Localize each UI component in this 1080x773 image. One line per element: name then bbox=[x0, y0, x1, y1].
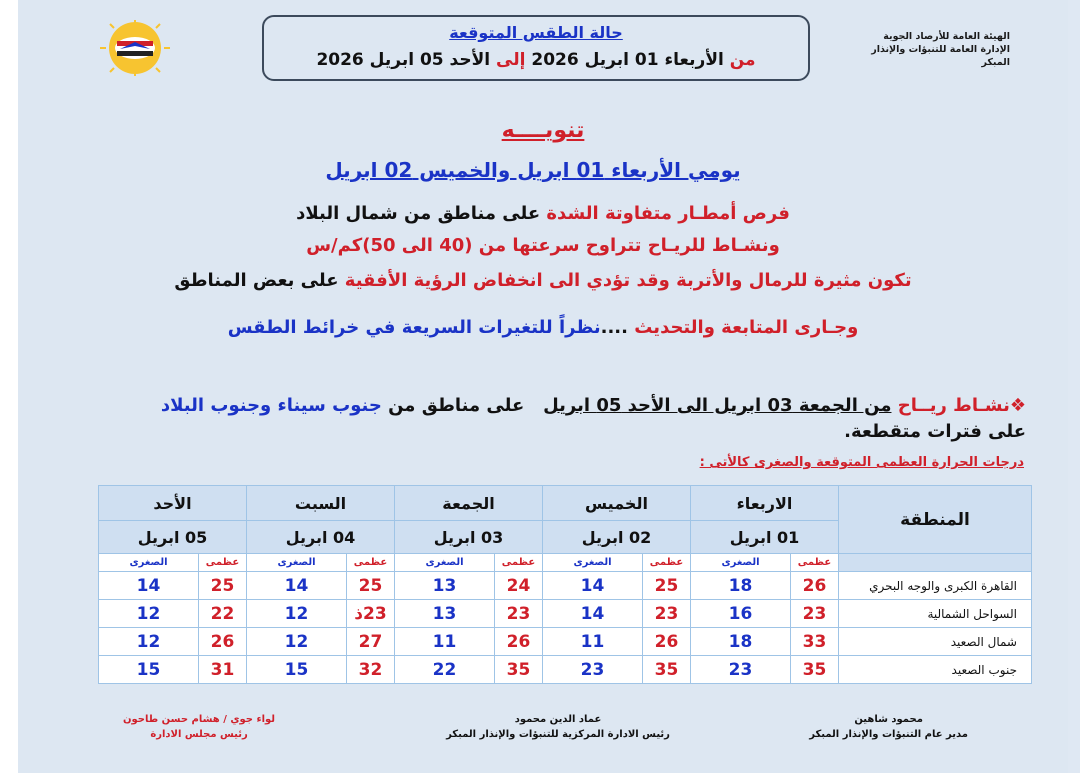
min-temp: 14 bbox=[99, 572, 199, 600]
day-header: السبت bbox=[247, 486, 395, 521]
region-name: السواحل الشمالية bbox=[839, 600, 1032, 628]
max-temp: 26 bbox=[643, 628, 691, 656]
min-label: الصغرى bbox=[99, 554, 199, 572]
min-temp: 11 bbox=[395, 628, 495, 656]
min-label: الصغرى bbox=[543, 554, 643, 572]
org-name bbox=[850, 30, 1010, 69]
max-temp: 24 bbox=[495, 572, 543, 600]
max-temp: 23 bbox=[495, 600, 543, 628]
table-row bbox=[99, 600, 1032, 628]
min-temp: 11 bbox=[543, 628, 643, 656]
wind-region: جنوب سيناء وجنوب البلاد bbox=[160, 395, 382, 416]
org-line-1: الهيئة العامة للأرصاد الجوية bbox=[883, 31, 1010, 42]
max-temp: 26 bbox=[199, 628, 247, 656]
max-temp: 35 bbox=[495, 656, 543, 684]
notice-line-4-dots: .... bbox=[600, 317, 628, 338]
min-temp: 13 bbox=[395, 600, 495, 628]
signature-title: رئيس الادارة المركزية للتنبؤات والإنذار المبكر bbox=[446, 729, 670, 740]
max-temp: 31 bbox=[199, 656, 247, 684]
table-row bbox=[99, 572, 1032, 600]
period-from: من bbox=[729, 50, 756, 70]
signature-name: محمود شاهين bbox=[854, 714, 923, 725]
table-row bbox=[99, 628, 1032, 656]
notice-line-2: ونشـاط للريـاح تتراوح سرعتها من (40 الى 50)كم/س bbox=[306, 235, 780, 256]
max-temp: 35 bbox=[643, 656, 691, 684]
region-name: شمال الصعيد bbox=[839, 628, 1032, 656]
day-header: الجمعة bbox=[395, 486, 543, 521]
min-temp: 12 bbox=[247, 600, 347, 628]
region-name: جنوب الصعيد bbox=[839, 656, 1032, 684]
bullet-icon: ❖ bbox=[1009, 395, 1026, 416]
signature-title: مدير عام التنبؤات والإنذار المبكر bbox=[809, 729, 968, 740]
max-label: عظمى bbox=[791, 554, 839, 572]
notice-line-1-black: على مناطق من شمال البلاد bbox=[296, 203, 541, 224]
period-start: الأربعاء 01 ابريل 2026 bbox=[531, 50, 724, 70]
period-end: الأحد 05 ابريل 2026 bbox=[316, 50, 491, 70]
authority-logo bbox=[98, 20, 172, 76]
max-label: عظمى bbox=[643, 554, 691, 572]
min-temp: 18 bbox=[691, 628, 791, 656]
min-label: الصغرى bbox=[247, 554, 347, 572]
wind-period: من الجمعة 03 ابريل الى الأحد 05 ابريل bbox=[543, 395, 892, 416]
min-temp: 15 bbox=[247, 656, 347, 684]
notice-line-4-blue: نظراً للتغيرات السريعة في خرائط الطقس bbox=[227, 317, 601, 338]
date-header: 01 ابريل bbox=[691, 521, 839, 554]
notice-line-4 bbox=[18, 317, 1068, 338]
max-label: عظمى bbox=[199, 554, 247, 572]
day-header: الخميس bbox=[543, 486, 691, 521]
day-header: الأحد bbox=[99, 486, 247, 521]
min-label: الصغرى bbox=[691, 554, 791, 572]
signature-central-head bbox=[438, 712, 678, 742]
min-temp: 13 bbox=[395, 572, 495, 600]
min-temp: 14 bbox=[247, 572, 347, 600]
max-temp: 35 bbox=[791, 656, 839, 684]
bulletin-period bbox=[264, 50, 808, 70]
signature-name: لواء جوي / هشام حسن طاحون bbox=[123, 714, 276, 725]
wind-label: نشـاط ريــاح bbox=[897, 395, 1010, 416]
wind-tail: على فترات متقطعة. bbox=[844, 421, 1026, 442]
region-name: القاهرة الكبرى والوجه البحري bbox=[839, 572, 1032, 600]
max-temp: 23 bbox=[791, 600, 839, 628]
table-row bbox=[99, 656, 1032, 684]
bulletin-title: حالة الطقس المتوقعة bbox=[449, 23, 623, 42]
notice-title: تنويــــه bbox=[501, 118, 585, 143]
notice-line-3-red: تكون مثيرة للرمال والأتربة وقد تؤدي الى انخفاض الرؤية الأفقية bbox=[344, 270, 912, 291]
min-temp: 14 bbox=[543, 600, 643, 628]
max-temp: 23 bbox=[643, 600, 691, 628]
wind-mid: على مناطق من bbox=[388, 395, 525, 416]
date-header: 05 ابريل bbox=[99, 521, 247, 554]
min-temp: 12 bbox=[99, 628, 199, 656]
max-temp: 33 bbox=[791, 628, 839, 656]
min-temp: 16 bbox=[691, 600, 791, 628]
notice-line-3-black: على بعض المناطق bbox=[174, 270, 339, 291]
period-to: إلى bbox=[496, 50, 526, 70]
notice-line-4-red: وجـارى المتابعة والتحديث bbox=[634, 317, 859, 338]
max-temp: 26 bbox=[495, 628, 543, 656]
min-temp: 12 bbox=[99, 600, 199, 628]
signature-director bbox=[809, 712, 968, 742]
min-temp: 23 bbox=[543, 656, 643, 684]
title-box bbox=[262, 15, 810, 81]
max-temp: 25 bbox=[199, 572, 247, 600]
signature-chairman bbox=[123, 712, 275, 742]
max-temp: 26 bbox=[791, 572, 839, 600]
date-header: 02 ابريل bbox=[543, 521, 691, 554]
min-temp: 14 bbox=[543, 572, 643, 600]
signature-name: عماد الدين محمود bbox=[514, 714, 602, 725]
max-temp: 22 bbox=[199, 600, 247, 628]
max-temp: 25 bbox=[643, 572, 691, 600]
min-temp: 15 bbox=[99, 656, 199, 684]
temperature-table bbox=[98, 485, 1032, 684]
min-temp: 22 bbox=[395, 656, 495, 684]
min-label: الصغرى bbox=[395, 554, 495, 572]
day-header: الاربعاء bbox=[691, 486, 839, 521]
temps-caption: درجات الحرارة العظمى المتوقعة والصغرى كالأتى : bbox=[699, 455, 1024, 470]
signature-title: رئيس مجلس الادارة bbox=[150, 729, 248, 740]
wind-statement bbox=[76, 393, 1026, 445]
max-temp: 25 bbox=[347, 572, 395, 600]
notice-days: يومي الأربعاء 01 ابريل والخميس 02 ابريل bbox=[325, 158, 741, 182]
notice-line-3 bbox=[18, 270, 1068, 291]
min-temp: 23 bbox=[691, 656, 791, 684]
date-header: 03 ابريل bbox=[395, 521, 543, 554]
min-temp: 12 bbox=[247, 628, 347, 656]
min-temp: 18 bbox=[691, 572, 791, 600]
max-temp: 32 bbox=[347, 656, 395, 684]
bulletin-page bbox=[18, 0, 1068, 773]
region-sub-blank bbox=[839, 554, 1032, 572]
max-label: عظمى bbox=[495, 554, 543, 572]
region-header: المنطقة bbox=[839, 486, 1032, 554]
org-line-2: الإدارة العامة للتنبؤات والإنذار المبكر bbox=[871, 44, 1010, 68]
max-label: عظمى bbox=[347, 554, 395, 572]
notice-line-1 bbox=[18, 203, 1068, 224]
date-header: 04 ابريل bbox=[247, 521, 395, 554]
notice-line-1-red: فرص أمطـار متفاوتة الشدة bbox=[546, 203, 790, 224]
max-temp: 23ذ bbox=[347, 600, 395, 628]
max-temp: 27 bbox=[347, 628, 395, 656]
